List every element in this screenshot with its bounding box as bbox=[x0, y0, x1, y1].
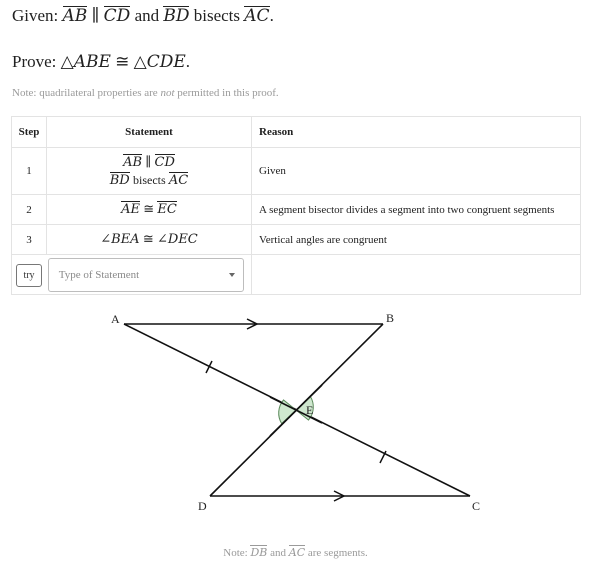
given-label: Given: bbox=[12, 6, 59, 25]
reason-header: Reason bbox=[252, 117, 581, 148]
reason-cell: Given bbox=[252, 148, 581, 195]
triangle-abe: ABE bbox=[73, 52, 111, 72]
point-label-d: D bbox=[198, 499, 207, 513]
point-label-a: A bbox=[111, 312, 120, 326]
given-statement: Given: AB ∥ CD and BD bisects AC. bbox=[12, 6, 274, 26]
segment-ac: AC bbox=[244, 6, 270, 26]
table-row bbox=[12, 148, 581, 195]
statement-bisects: BD bisects AC bbox=[109, 172, 189, 188]
statement-cell: AE ≅ EC bbox=[47, 195, 252, 225]
given-and: and bbox=[134, 6, 160, 25]
chevron-down-icon bbox=[229, 273, 235, 277]
segment-ab: AB bbox=[62, 6, 88, 26]
proof-table bbox=[11, 116, 581, 295]
statement-header: Statement bbox=[47, 117, 252, 148]
geometry-diagram bbox=[0, 300, 591, 540]
empty-reason-cell bbox=[252, 255, 581, 295]
reason-cell: Vertical angles are congruent bbox=[252, 225, 581, 255]
table-row bbox=[12, 225, 581, 255]
step-number: 1 bbox=[12, 148, 47, 195]
point-label-c: C bbox=[472, 499, 481, 513]
table-row bbox=[12, 195, 581, 225]
triangle-cde: CDE bbox=[146, 52, 186, 72]
segment-bd: BD bbox=[163, 6, 190, 26]
statement-type-select[interactable] bbox=[48, 258, 244, 292]
triangle-symbol: △ bbox=[60, 52, 74, 72]
select-placeholder: Type of Statement bbox=[58, 268, 140, 281]
given-bisects: bisects bbox=[193, 6, 241, 25]
parallel-symbol: ∥ bbox=[91, 6, 100, 26]
statement-cell: ∠BEA ≅ ∠DEC bbox=[47, 225, 252, 255]
not-emphasis: not bbox=[160, 87, 175, 99]
statement-cell bbox=[47, 148, 252, 195]
restriction-note: Note: quadrilateral properties are not permitted in this proof. bbox=[12, 87, 279, 99]
step-number: 2 bbox=[12, 195, 47, 225]
segments-note: Note: DB and AC are segments. bbox=[223, 546, 368, 559]
table-header bbox=[12, 117, 581, 148]
step-number: 3 bbox=[12, 225, 47, 255]
new-step-cell bbox=[12, 255, 252, 295]
try-button[interactable]: try bbox=[16, 264, 42, 287]
point-label-e: E bbox=[306, 403, 314, 417]
segment-cd: CD bbox=[103, 6, 131, 26]
congruent-symbol: ≅ bbox=[115, 52, 130, 72]
statement-parallel: AB ∥ CD bbox=[123, 155, 175, 171]
prove-statement: Prove: △ABE ≅ △CDE. bbox=[12, 52, 191, 72]
prove-label: Prove: bbox=[12, 52, 57, 71]
point-label-b: B bbox=[386, 311, 395, 325]
step-header: Step bbox=[12, 117, 47, 148]
input-row bbox=[12, 255, 581, 295]
reason-cell: A segment bisector divides a segment into two congruent segments bbox=[252, 195, 581, 225]
